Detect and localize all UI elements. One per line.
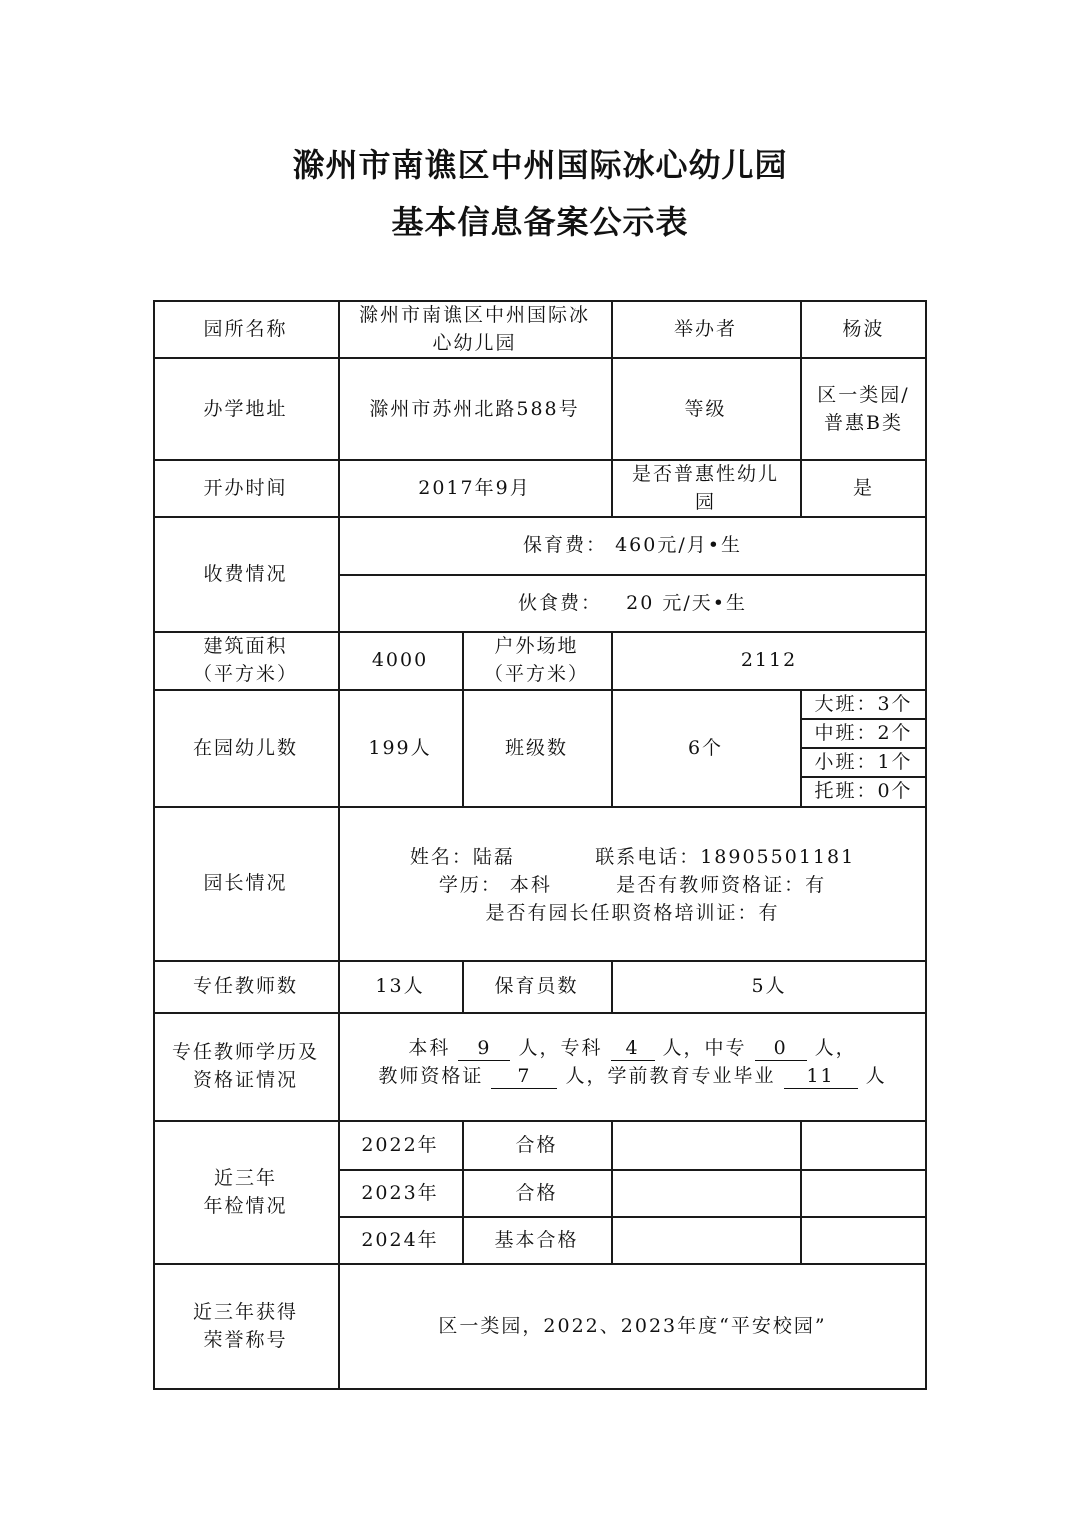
principal-line-2: 学历： 本科 是否有教师资格证：有 [438,874,827,896]
education-line-2 [378,1062,886,1090]
outdoor-area-label [462,631,611,689]
puhui-label-line-1: 是否普惠性幼儿 [631,462,779,485]
address-value: 滁州市苏州北路588号 [369,397,580,420]
inspection-label-line-2: 年检情况 [203,1194,288,1217]
grade-line-2: 普惠B类 [824,411,903,434]
preschool-suffix: 人 [865,1065,887,1087]
inspection-year: 2022年 [361,1133,439,1156]
secondary-suffix: 人， [814,1037,857,1059]
big-class: 大班：3个 [814,692,913,715]
puhui-value: 是 [852,476,874,499]
care-fee: 保育费： 460元/月•生 [523,534,742,556]
principal-info [338,806,927,960]
teacher-count-label: 专任教师数 [192,975,298,997]
education-label-line-2: 资格证情况 [192,1069,298,1091]
education-label-line-1: 专任教师学历及 [171,1041,319,1063]
education-line-1 [408,1034,856,1062]
inspection-result: 合格 [515,1133,558,1156]
title-line-1: 滁州市南谯区中州国际冰心幼儿园 [292,146,788,184]
principal-line-1: 姓名：陆磊 联系电话：18905501181 [409,846,856,868]
honors-label [153,1263,338,1388]
kindergarten-name-line-2: 心幼儿园 [432,332,517,354]
puhui-label [611,459,800,516]
inspection-result: 基本合格 [494,1228,579,1251]
address-label: 办学地址 [203,397,288,420]
children-count-label: 在园幼儿数 [192,736,298,759]
open-date-value: 2017年9月 [418,476,531,499]
cert-prefix: 教师资格证 [378,1065,484,1087]
grade-value [800,358,927,459]
cert-count: 7 [491,1064,557,1089]
inspection-result: 合格 [515,1181,558,1204]
inspection-year: 2024年 [361,1228,439,1251]
puhui-label-line-2: 园 [694,490,716,513]
nurse-count-value: 5人 [751,975,787,997]
preschool-count: 11 [784,1064,858,1089]
nursery-class: 托班：0个 [814,780,913,802]
inspection-year: 2023年 [361,1181,439,1204]
info-table [153,300,927,1390]
principal-label: 园长情况 [203,872,288,894]
class-count-label: 班级数 [504,736,568,759]
table-rule [800,1120,802,1263]
inspection-label [153,1120,338,1263]
middle-class: 中班：2个 [814,721,913,744]
bachelor-prefix: 本科 [408,1037,451,1059]
honors-label-line-1: 近三年获得 [192,1300,298,1323]
children-count-value: 199人 [368,736,432,759]
kindergarten-name-line-1: 滁州市南谯区中州国际冰 [358,304,590,326]
bachelor-count: 9 [458,1036,510,1061]
preschool-prefix: 人，学前教育专业毕业 [565,1065,776,1087]
building-area-label-line-1: 建筑面积 [203,635,288,657]
sponsor-value: 杨波 [842,318,885,340]
education-info [338,1012,927,1120]
education-label [153,1012,338,1120]
small-class: 小班：1个 [814,750,913,773]
teacher-count-value: 13人 [375,975,425,997]
open-date-label: 开办时间 [203,476,288,499]
nurse-count-label: 保育员数 [494,975,579,997]
table-rule [611,1120,613,1263]
grade-label: 等级 [684,397,727,420]
meal-fee: 伙食费： 20 元/天•生 [518,591,747,614]
outdoor-area-label-line-2: （平方米） [483,663,589,685]
building-area-label-line-2: （平方米） [192,663,298,685]
building-area-label [153,631,338,689]
principal-line-3: 是否有园长任职资格培训证：有 [485,902,780,924]
kindergarten-name-label: 园所名称 [203,318,288,340]
secondary-count: 0 [755,1036,807,1061]
college-prefix: 人，专科 [518,1037,603,1059]
title-line-2: 基本信息备案公示表 [391,203,689,241]
inspection-label-line-1: 近三年 [213,1166,277,1189]
building-area-value: 4000 [371,649,429,671]
class-count-value: 6个 [687,736,724,759]
sponsor-label: 举办者 [673,318,737,340]
kindergarten-name [338,300,611,358]
college-count: 4 [611,1036,655,1061]
table-rule [153,1388,927,1390]
grade-line-1: 区一类园/ [817,383,910,406]
secondary-prefix: 人，中专 [662,1037,747,1059]
outdoor-area-label-line-1: 户外场地 [494,635,579,657]
outdoor-area-value: 2112 [740,649,798,671]
honors-value: 区一类园，2022、2023年度“平安校园” [438,1314,827,1337]
fees-label: 收费情况 [203,562,288,585]
honors-label-line-2: 荣誉称号 [203,1328,288,1351]
